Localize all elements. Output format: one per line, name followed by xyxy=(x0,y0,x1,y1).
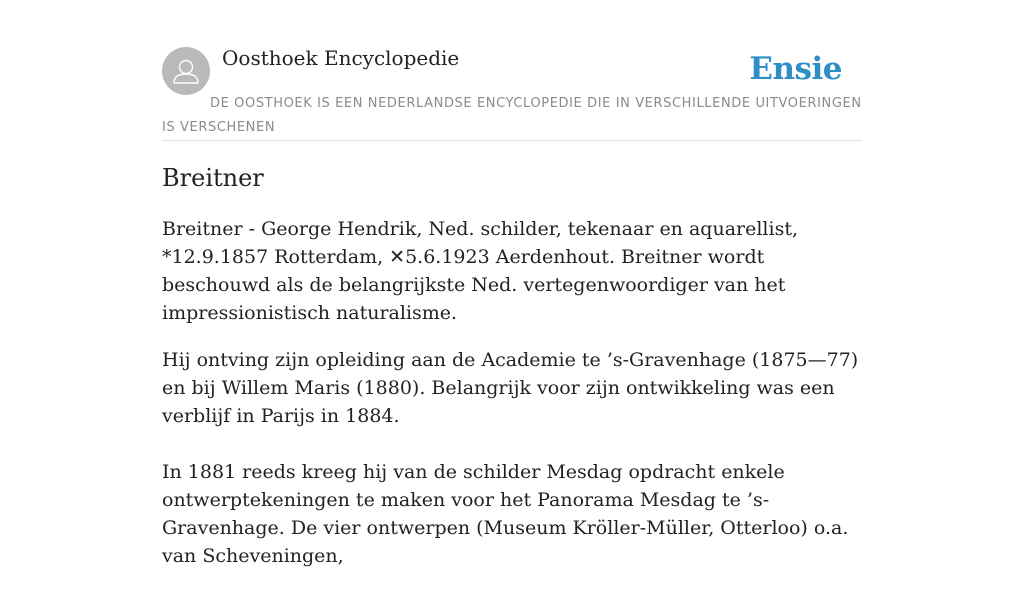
article-title: Breitner xyxy=(162,164,264,192)
user-silhouette-icon[interactable] xyxy=(162,47,210,95)
article-paragraph: Hij ontving zijn opleiding aan de Academie te ’s-Gravenhage (1875—77) en bij Willem Maris (1880). Belangrijk voor zijn ontwikkeling was een verblijf in Parijs in 1884. xyxy=(162,349,859,427)
source-description: DE OOSTHOEK IS EEN NEDERLANDSE ENCYCLOPEDIE DIE IN VERSCHILLENDE UITVOERINGEN IS VERSCHENEN xyxy=(162,96,862,135)
brand-logo[interactable]: Ensie xyxy=(749,51,842,87)
article-paragraph: In 1881 reeds kreeg hij van de schilder Mesdag opdracht enkele ontwerptekeningen te maken voor het Panorama Mesdag te ’s-Gravenhage. De vier ontwerpen (Museum Kröller-Müller, Otterloo) o.a. van Scheveningen, xyxy=(162,461,849,567)
source-title[interactable]: Oosthoek Encyclopedie xyxy=(222,46,460,70)
article-body xyxy=(162,215,862,589)
article-paragraph: Breitner - George Hendrik, Ned. schilder, tekenaar en aquarellist, *12.9.1857 Rotterdam, ✕5.6.1923 Aerdenhout. Breitner wordt beschouwd als de belangrijkste Ned. vertegenwoordiger van het impressionistisch naturalisme. xyxy=(162,218,798,324)
source-header xyxy=(162,40,862,141)
